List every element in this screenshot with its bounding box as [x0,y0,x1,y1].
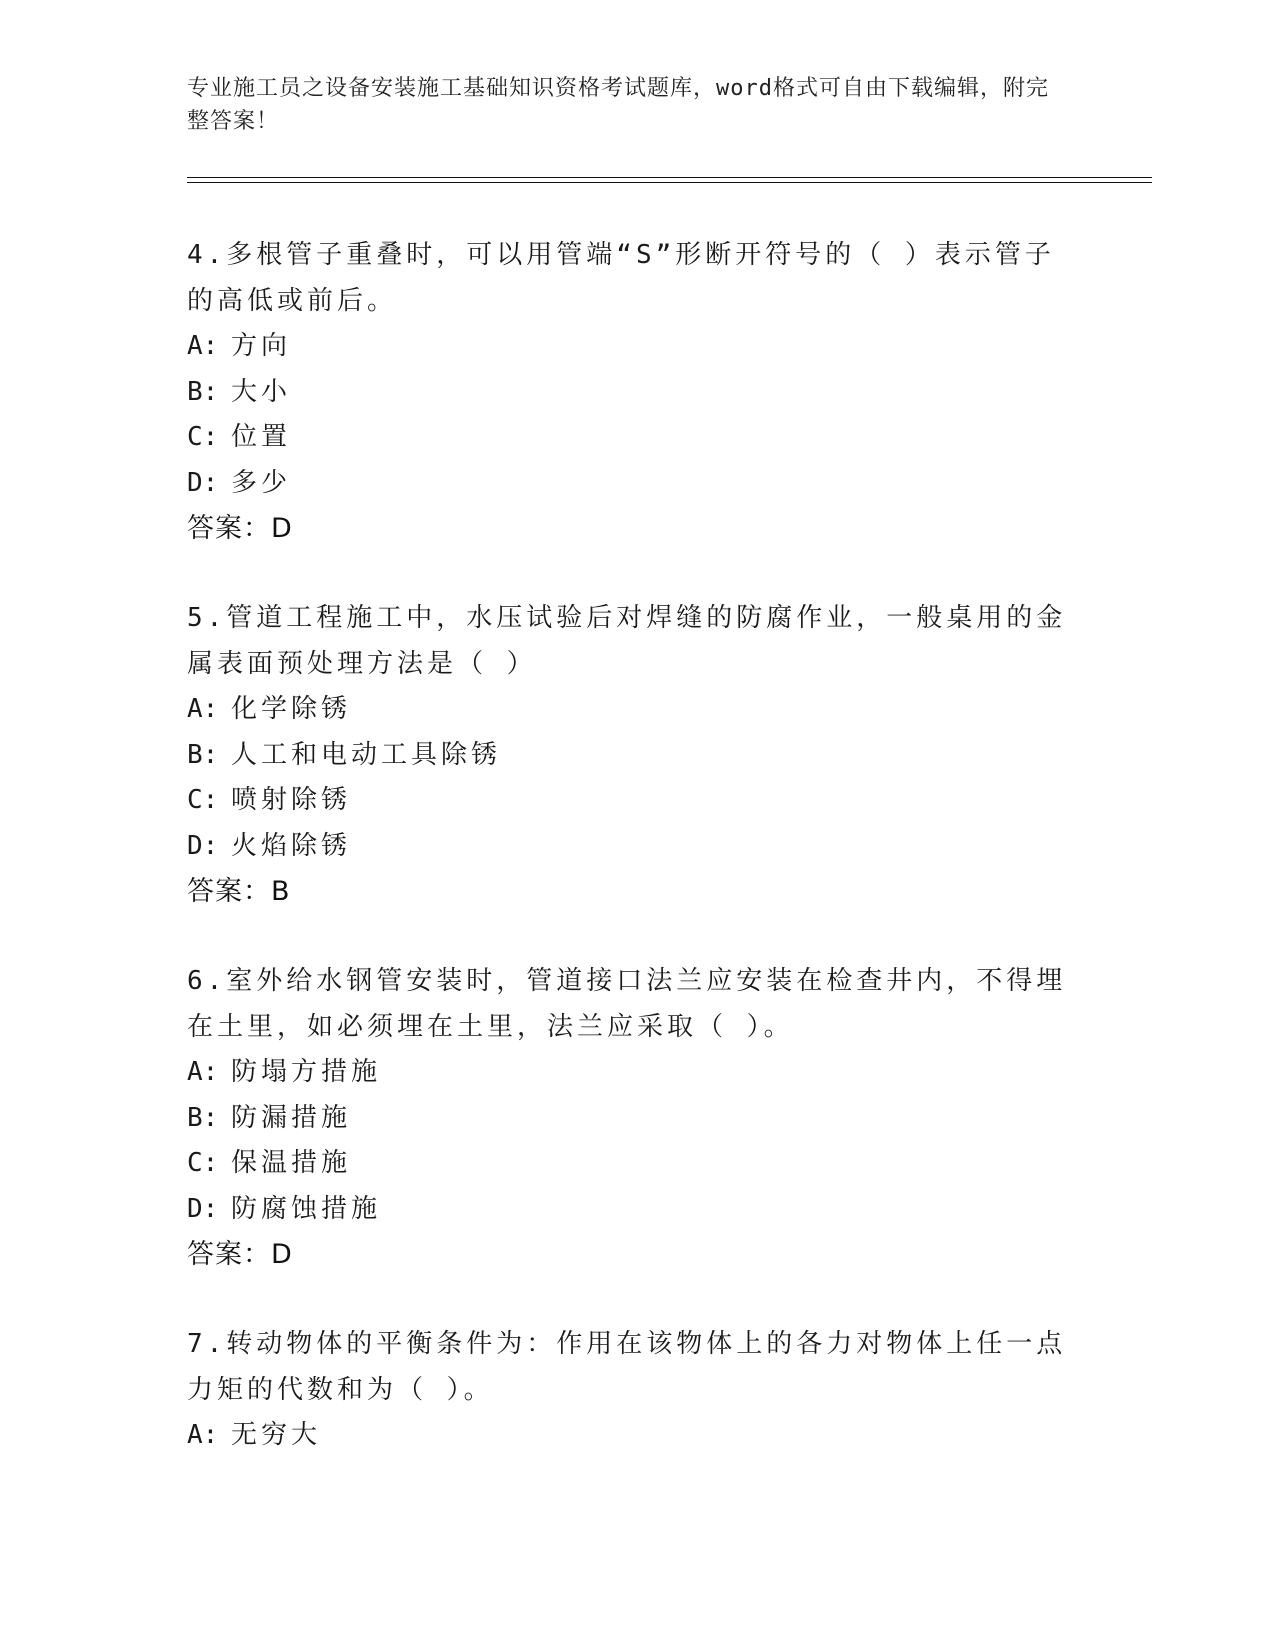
option-a [187,1050,1067,1096]
option-value: 火焰除锈 [231,830,352,861]
option-value: 人工和电动工具除锈 [231,739,502,770]
option-key: D: [187,830,219,861]
option-d [187,461,1067,507]
option-key: B: [187,739,219,770]
option-value: 防塌方措施 [231,1057,382,1087]
option-key: A: [187,1420,219,1450]
option-value: 方向 [231,331,292,361]
option-value: 防腐蚀措施 [231,1193,382,1224]
option-a [187,324,1067,370]
option-key: C: [187,1148,219,1178]
option-c [187,778,1067,824]
option-key: A: [187,1057,219,1087]
option-d [187,1187,1067,1233]
option-key: D: [187,467,219,498]
question-text: 4.多根管子重叠时，可以用管端“S”形断开符号的（ ）表示管子的高低或前后。 [187,240,1055,316]
question-4 [187,232,1067,552]
option-value: 喷射除锈 [231,785,352,815]
option-c [187,415,1067,461]
header-divider-bottom [187,182,1152,183]
answer-line: 答案：D [187,513,293,544]
option-c [187,1141,1067,1187]
option-value: 大小 [231,376,292,407]
answer-line: 答案：B [187,876,291,907]
answer-line: 答案：D [187,1239,293,1270]
option-key: C: [187,785,219,815]
question-6 [187,958,1067,1278]
option-key: A: [187,694,219,724]
question-5 [187,595,1067,915]
question-7 [187,1321,1067,1459]
option-value: 保温措施 [231,1148,352,1178]
option-key: B: [187,376,219,407]
option-b [187,733,1067,779]
option-value: 防漏措施 [231,1102,352,1133]
header-divider-top [187,177,1152,178]
option-key: C: [187,422,219,452]
question-text: 6.室外给水钢管安装时，管道接口法兰应安装在检查井内，不得埋在土里，如必须埋在土里，法兰应采取（ ）。 [187,966,1067,1042]
option-value: 化学除锈 [231,694,352,724]
document-intro: 专业施工员之设备安装施工基础知识资格考试题库，word格式可自由下载编辑，附完整答案！ [187,76,1049,134]
question-text: 5.管道工程施工中，水压试验后对焊缝的防腐作业，一般桌用的金属表面预处理方法是（ ） [187,603,1067,679]
option-a [187,1413,1067,1459]
option-value: 位置 [231,422,292,452]
option-b [187,1096,1067,1142]
option-key: D: [187,1193,219,1224]
option-value: 多少 [231,467,292,498]
option-key: A: [187,331,219,361]
option-d [187,824,1067,870]
option-a [187,687,1067,733]
option-key: B: [187,1102,219,1133]
question-text: 7.转动物体的平衡条件为：作用在该物体上的各力对物体上任一点力矩的代数和为（ ）。 [187,1329,1067,1405]
option-value: 无穷大 [231,1420,322,1450]
option-b [187,370,1067,416]
